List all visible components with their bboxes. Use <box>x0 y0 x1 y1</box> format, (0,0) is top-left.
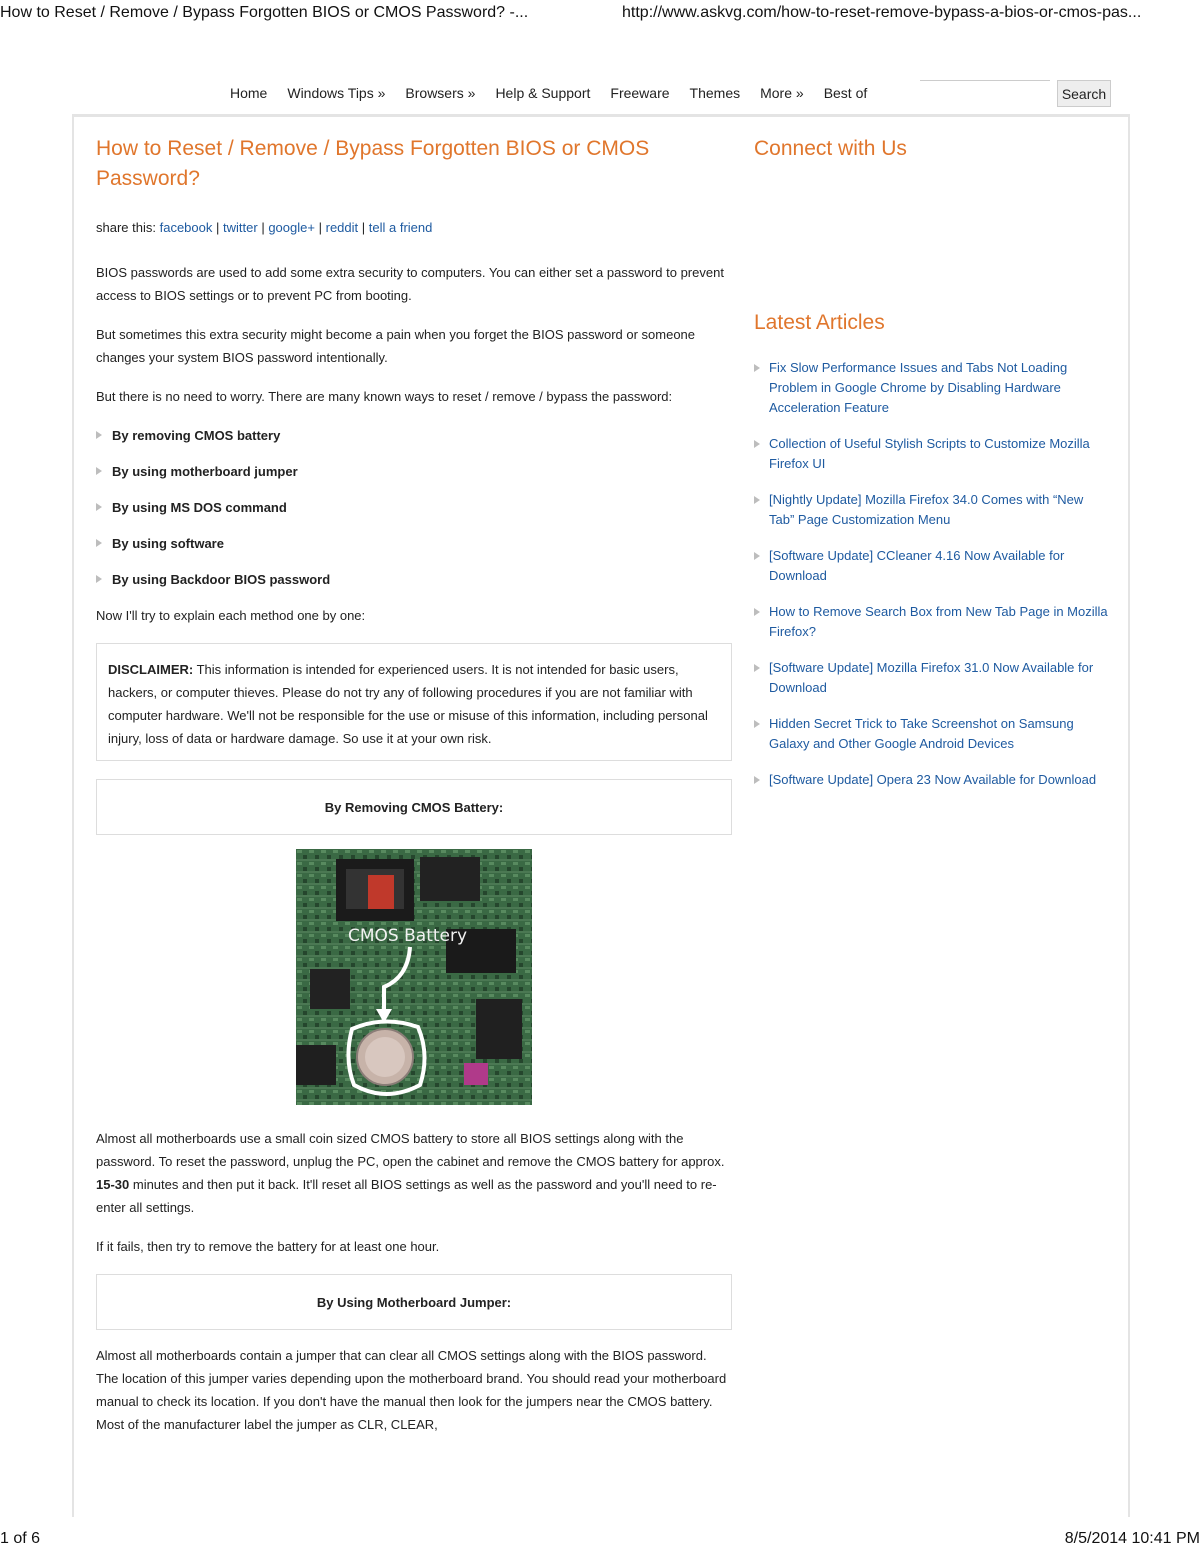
intro-paragraph-2: But sometimes this extra security might become a pain when you forget the BIOS password or someone changes your system BIOS password intentionally. <box>96 327 696 365</box>
share-separator: | <box>318 220 322 235</box>
latest-article-link[interactable] <box>754 358 1110 418</box>
latest-article-link[interactable] <box>754 434 1110 474</box>
disclaimer-box <box>96 643 732 761</box>
article-link-text: Hidden Secret Trick to Take Screenshot on Samsung Galaxy and Other Google Android Devices <box>769 716 1074 751</box>
explain-paragraph: Now I'll try to explain each method one by one: <box>96 608 366 623</box>
battery-text-a: Almost all motherboards use a small coin sized CMOS battery to store all BIOS settings along with the password. To reset the password, unplug the PC, open the cabinet and remove the CMOS battery for approx. <box>96 1131 725 1169</box>
bullet-triangle-icon <box>96 539 102 547</box>
article-link-text: How to Remove Search Box from New Tab Page in Mozilla Firefox? <box>769 604 1108 639</box>
top-navigation <box>230 78 887 108</box>
share-label: share this: <box>96 220 156 235</box>
print-page-title: How to Reset / Remove / Bypass Forgotten BIOS or CMOS Password? -... <box>0 4 529 21</box>
list-item <box>96 568 732 591</box>
list-item <box>96 532 732 555</box>
latest-article-link[interactable] <box>754 490 1110 530</box>
article-link-text: Collection of Useful Stylish Scripts to Customize Mozilla Firefox UI <box>769 436 1090 471</box>
method-label: By using Backdoor BIOS password <box>112 572 331 587</box>
latest-article-link[interactable] <box>754 602 1110 642</box>
sidebar <box>754 134 1110 806</box>
list-item <box>96 496 732 519</box>
method-label: By removing CMOS battery <box>112 428 281 443</box>
bullet-triangle-icon <box>754 440 760 448</box>
share-bar <box>96 216 732 239</box>
article-link-text: [Nightly Update] Mozilla Firefox 34.0 Comes with “New Tab” Page Customization Menu <box>769 492 1084 527</box>
method-label: By using motherboard jumper <box>112 464 298 479</box>
share-twitter-link[interactable]: twitter <box>223 220 258 235</box>
article-link-text: [Software Update] Opera 23 Now Available for Download <box>769 772 1097 787</box>
battery-text-b: minutes and then put it back. It'll reset all BIOS settings as well as the password and you'll need to re-enter all settings. <box>96 1177 717 1215</box>
share-reddit-link[interactable]: reddit <box>325 220 359 235</box>
bullet-triangle-icon <box>754 608 760 616</box>
print-page-url: http://www.askvg.com/how-to-reset-remove-bypass-a-bios-or-cmos-pas... <box>622 4 1142 21</box>
share-tell-a-friend-link[interactable]: tell a friend <box>368 220 433 235</box>
disclaimer-text: This information is intended for experienced users. It is not intended for basic users, hackers, or computer thieves. Please do not try any of following procedures if you are not familiar with computer hardware. We'll not be responsible for the use or misuse of this information, including personal injury, loss of data or hardware damage. So use it at your own risk. <box>108 662 708 746</box>
bullet-triangle-icon <box>96 467 102 475</box>
bullet-triangle-icon <box>96 431 102 439</box>
latest-article-link[interactable] <box>754 658 1110 698</box>
latest-articles-list <box>754 358 1110 790</box>
bullet-triangle-icon <box>754 776 760 784</box>
image-caption: CMOS Battery <box>348 926 468 946</box>
section-heading-jumper: By Using Motherboard Jumper: <box>96 1274 732 1330</box>
nav-themes[interactable]: Themes <box>689 85 741 101</box>
battery-paragraph-1 <box>96 1127 732 1219</box>
bullet-triangle-icon <box>754 720 760 728</box>
nav-help-support[interactable]: Help & Support <box>495 85 591 101</box>
intro-paragraph-3: But there is no need to worry. There are many known ways to reset / remove / bypass the password: <box>96 389 673 404</box>
nav-best-of[interactable]: Best of <box>823 85 868 101</box>
share-separator: | <box>216 220 220 235</box>
disclaimer-label: DISCLAIMER: <box>108 662 194 677</box>
battery-paragraph-2: If it fails, then try to remove the battery for at least one hour. <box>96 1239 440 1254</box>
method-label: By using software <box>112 536 224 551</box>
latest-articles-heading: Latest Articles <box>754 311 885 334</box>
methods-list <box>96 424 732 591</box>
share-googleplus-link[interactable]: google+ <box>268 220 315 235</box>
article-link-text: [Software Update] Mozilla Firefox 31.0 Now Available for Download <box>769 660 1094 695</box>
search-button[interactable]: Search <box>1057 80 1111 107</box>
list-item <box>96 424 732 447</box>
battery-duration: 15-30 <box>96 1177 130 1192</box>
bullet-triangle-icon <box>754 552 760 560</box>
share-separator: | <box>261 220 265 235</box>
cmos-battery-photo <box>296 849 532 1105</box>
bullet-triangle-icon <box>754 664 760 672</box>
share-separator: | <box>361 220 366 235</box>
latest-article-link[interactable] <box>754 714 1110 754</box>
connect-widget-area <box>754 164 1110 308</box>
list-item <box>96 460 732 483</box>
latest-article-link[interactable] <box>754 770 1110 790</box>
nav-windows-tips[interactable]: Windows Tips » <box>287 85 386 101</box>
jumper-paragraph-1: Almost all motherboards contain a jumper that can clear all CMOS settings along with the BIOS password. The location of this jumper varies depending upon the motherboard brand. You should read your motherboard manual to check its location. If you don't have the manual then look for the jumpers near the CMOS battery. Most of the manufacturer label the jumper as CLR, CLEAR, <box>96 1348 727 1432</box>
nav-browsers[interactable]: Browsers » <box>405 85 476 101</box>
bullet-triangle-icon <box>96 503 102 511</box>
nav-home[interactable]: Home <box>230 85 268 101</box>
print-date: 8/5/2014 10:41 PM <box>1064 1530 1200 1547</box>
section-heading-battery: By Removing CMOS Battery: <box>96 779 732 835</box>
page-number: 1 of 6 <box>0 1530 41 1547</box>
bullet-triangle-icon <box>754 496 760 504</box>
article-link-text: Fix Slow Performance Issues and Tabs Not Loading Problem in Google Chrome by Disabling Hardware Acceleration Feature <box>769 360 1068 415</box>
print-header <box>0 0 1200 30</box>
share-facebook-link[interactable]: facebook <box>159 220 213 235</box>
article-title: How to Reset / Remove / Bypass Forgotten BIOS or CMOS Password? <box>96 137 650 190</box>
nav-more[interactable]: More » <box>760 85 804 101</box>
search-input[interactable] <box>920 80 1050 105</box>
article-link-text: [Software Update] CCleaner 4.16 Now Available for Download <box>769 548 1065 583</box>
bullet-triangle-icon <box>96 575 102 583</box>
bullet-triangle-icon <box>754 364 760 372</box>
latest-article-link[interactable] <box>754 546 1110 586</box>
intro-paragraph-1: BIOS passwords are used to add some extra security to computers. You can either set a password to prevent access to BIOS settings or to prevent PC from booting. <box>96 265 724 303</box>
article-main <box>96 134 732 1452</box>
nav-freeware[interactable]: Freeware <box>610 85 670 101</box>
connect-heading: Connect with Us <box>754 137 907 160</box>
method-label: By using MS DOS command <box>112 500 287 515</box>
